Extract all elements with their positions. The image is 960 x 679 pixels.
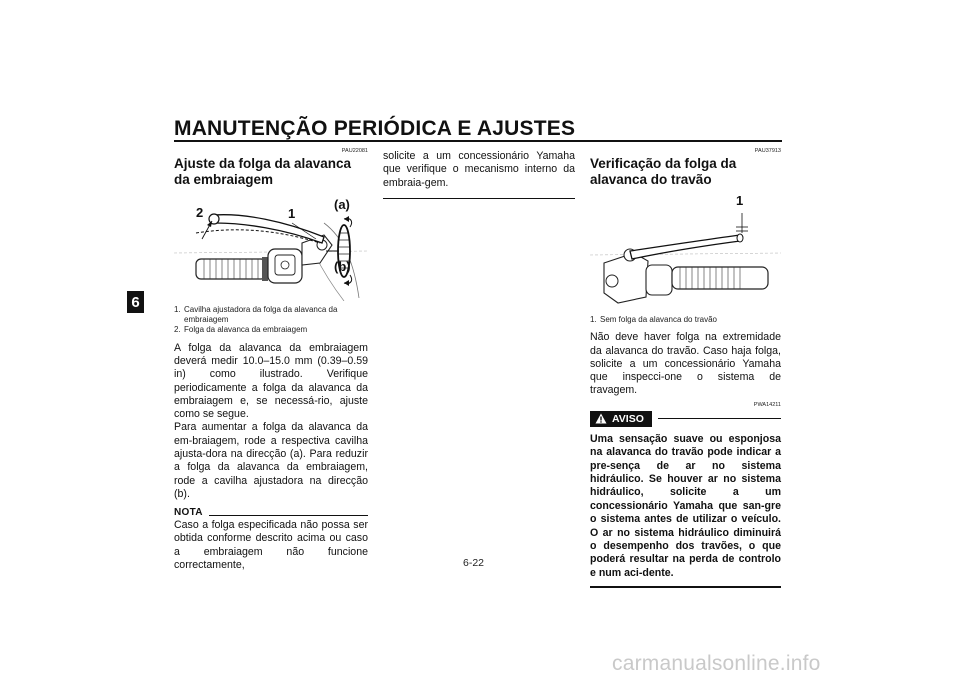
warning-end-rule [590, 586, 781, 588]
brake-lever-figure [590, 193, 781, 311]
warning-text: Uma sensação suave ou esponjosa na alavanca do travão pode indicar a pre-sença de ar no sistema hidráulico. Se houver ar no sistema hidráulico, solicite a um concessionário Yamaha que san-gre o sistema antes de utilizar o veículo. O ar no sistema hidráulico diminuirá o desempenho dos travões, o que poderá resultar na perda de controlo e num aci-dente. [590, 432, 781, 579]
chapter-tab: 6 [127, 291, 144, 313]
section-heading: Ajuste da folga da alavanca da embraiagem [174, 156, 352, 187]
caption-number: 1. [174, 305, 181, 314]
warning-triangle-icon [595, 413, 607, 424]
note-header [174, 507, 368, 518]
note-continued-text: solicite a um concessionário Yamaha que verifique o mecanismo interno da embraia-gem. [383, 150, 575, 189]
warning-header [590, 411, 781, 427]
caption-text: Folga da alavanca da embraiagem [184, 325, 308, 335]
brake-lever-illustration [590, 193, 781, 311]
note-rule [209, 515, 368, 516]
section-code: PAU22081 [341, 148, 368, 154]
page-title: MANUTENÇÃO PERIÓDICA E AJUSTES [174, 117, 576, 140]
caption-text: Sem folga da alavanca do travão [600, 315, 717, 324]
note-text: Caso a folga especificada não possa ser obtida conforme descrito acima ou caso a embraiagem não funcione correctamente, [174, 519, 368, 572]
brake-paragraph: Não deve haver folga na extremidade da alavanca do travão. Caso haja folga, solicite a um concessionário Yamaha que inspecci-one o sistema de travagem. [590, 331, 781, 397]
caption-item [174, 325, 368, 335]
figure-label-2: 2 [196, 205, 204, 220]
warning-rule [658, 418, 781, 419]
caption-item [590, 315, 781, 325]
section-heading: Verificação da folga da alavanca do travão [590, 156, 737, 187]
clutch-lever-figure [174, 193, 368, 301]
note-label: NOTA [174, 507, 203, 519]
warning-code: PWA14211 [753, 401, 781, 408]
warning-label: AVISO [612, 412, 644, 425]
clutch-paragraph-2: Para aumentar a folga da alavanca da em-braiagem, rode a respectiva cavilha ajusta-dora na direcção (a). Para reduzir a folga da alavanca da embraiagem, rode a cavilha ajustadora na direcção (b). [174, 421, 368, 500]
note-continuation [383, 150, 575, 199]
figure-captions [590, 315, 781, 325]
figure-label-b: (b) [334, 259, 351, 274]
brake-section [590, 148, 781, 588]
title-rule [174, 140, 782, 142]
warning-badge [590, 411, 652, 427]
caption-text: Cavilha ajustadora da folga da alavanca da embraiagem [184, 305, 338, 325]
clutch-paragraph-1: A folga da alavanca da embraiagem deverá medir 10.0–15.0 mm (0.39–0.59 in) como ilustrado. Verifique periodicamente a folga da alavanca da embraiagem e, se necessá-rio, ajuste como se segue. [174, 341, 368, 421]
figure-label-1: 1 [288, 206, 296, 221]
note-end-rule [383, 198, 575, 199]
clutch-section [174, 148, 368, 572]
watermark: carmanualsonline.info [612, 652, 821, 675]
figure-label-1: 1 [736, 193, 744, 208]
caption-number: 2. [174, 325, 181, 335]
page-number: 6-22 [463, 557, 485, 569]
caption-item [174, 305, 368, 325]
figure-label-a: (a) [334, 197, 350, 212]
section-code: PAU37913 [754, 148, 781, 154]
figure-captions [174, 305, 368, 336]
caption-number: 1. [590, 315, 597, 324]
